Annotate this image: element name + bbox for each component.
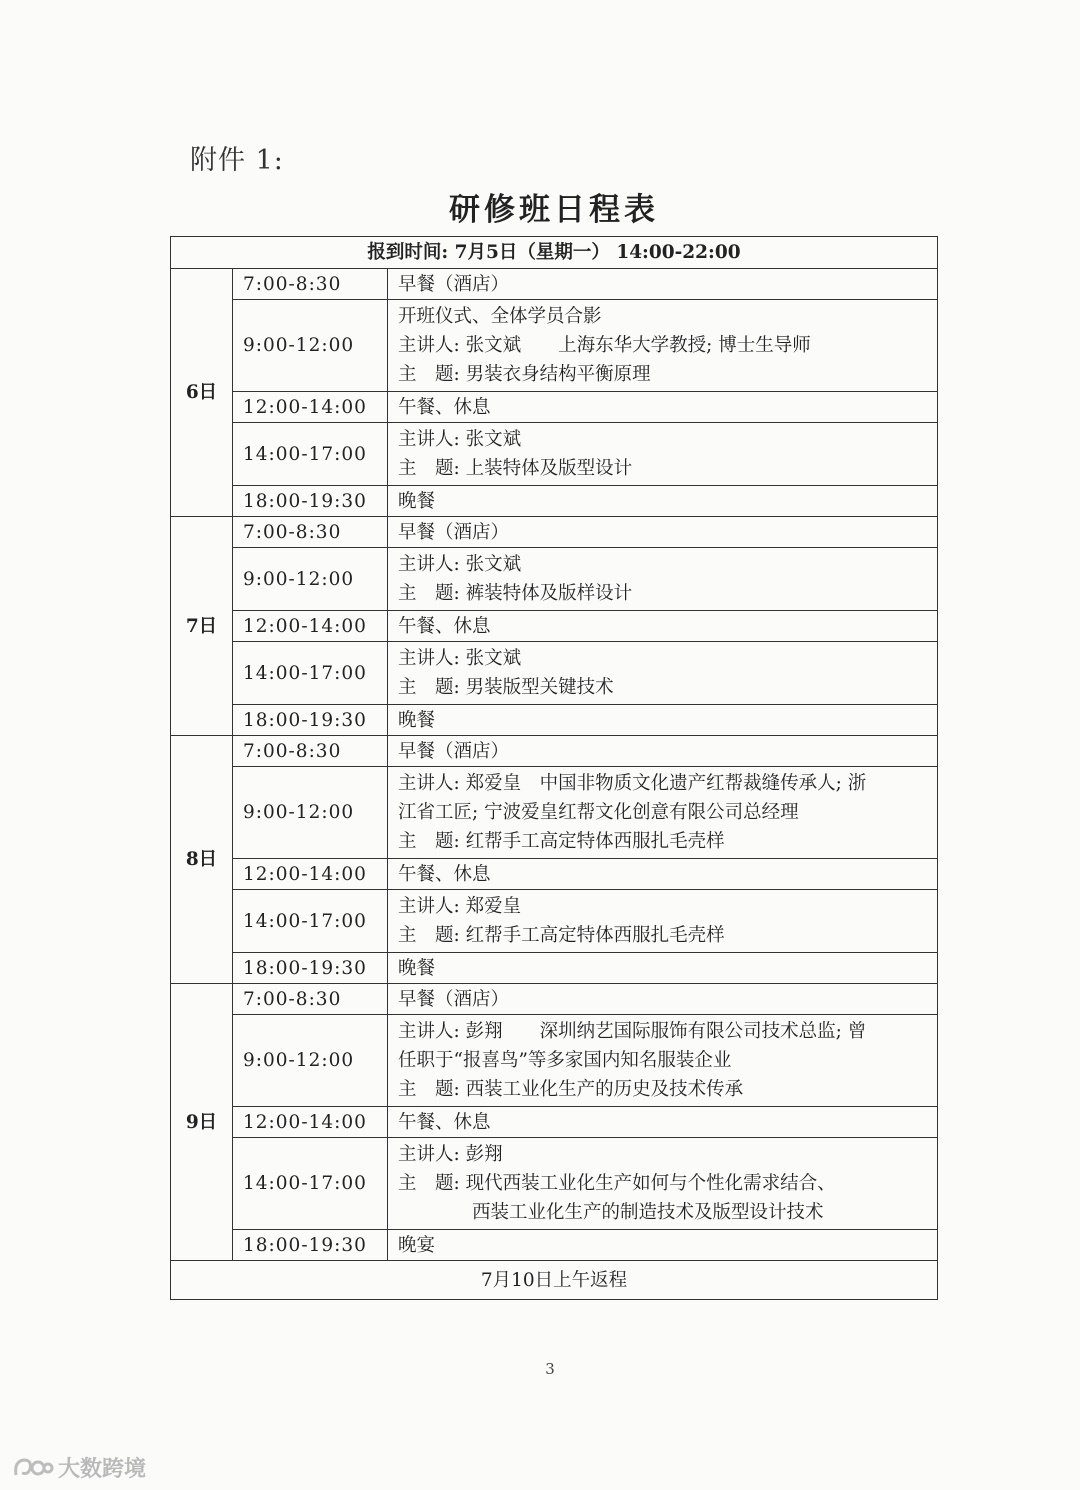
activity-line: 主 题: 上装特体及版型设计	[398, 458, 633, 479]
activity-line: 任职于“报喜鸟”等多家国内知名服装企业	[398, 1050, 732, 1071]
activity-line: 主讲人: 彭翔	[398, 1144, 503, 1165]
activity-line: 晚餐	[398, 709, 436, 731]
schedule-row	[171, 1015, 938, 1107]
activity-cell	[388, 1138, 938, 1230]
activity-line: 主讲人: 郑爱皇 中国非物质文化遗产红帮裁缝传承人; 浙	[398, 773, 867, 794]
time-cell: 9:00-12:00	[233, 767, 388, 859]
time-cell: 9:00-12:00	[233, 548, 388, 611]
day-cell: 9日	[171, 984, 233, 1261]
activity-cell	[388, 984, 938, 1015]
time-cell: 14:00-17:00	[233, 642, 388, 705]
schedule-row	[171, 767, 938, 859]
schedule-row	[171, 486, 938, 517]
return-row	[171, 1261, 938, 1300]
activity-cell	[388, 392, 938, 423]
day-cell: 7日	[171, 517, 233, 736]
activity-line: 晚宴	[398, 1234, 436, 1256]
activity-line: 晚餐	[398, 957, 436, 979]
time-cell: 14:00-17:00	[233, 423, 388, 486]
activity-cell	[388, 736, 938, 767]
schedule-row	[171, 859, 938, 890]
time-cell: 18:00-19:30	[233, 486, 388, 517]
schedule-row	[171, 953, 938, 984]
watermark	[12, 1452, 146, 1483]
time-cell: 18:00-19:30	[233, 1230, 388, 1261]
activity-line: 早餐（酒店）	[398, 740, 510, 762]
activity-line: 主 题: 红帮手工高定特体西服扎毛壳样	[398, 925, 725, 946]
activity-line: 主讲人: 彭翔 深圳纳艺国际服饰有限公司技术总监; 曾	[398, 1021, 867, 1042]
activity-cell	[388, 890, 938, 953]
schedule-row	[171, 392, 938, 423]
activity-cell	[388, 953, 938, 984]
schedule-table	[170, 236, 938, 1300]
page-number: 3	[545, 1360, 555, 1378]
activity-line: 午餐、休息	[398, 615, 491, 637]
watermark-text: 大数跨境	[58, 1457, 147, 1482]
return-note: 7月10日上午返程	[171, 1261, 938, 1300]
activity-cell	[388, 705, 938, 736]
attachment-label: 附件 1:	[190, 145, 284, 176]
activity-cell	[388, 1015, 938, 1107]
time-cell: 12:00-14:00	[233, 611, 388, 642]
watermark-logo-icon	[12, 1455, 54, 1481]
activity-line: 早餐（酒店）	[398, 521, 510, 543]
activity-line: 主讲人: 张文斌	[398, 429, 522, 450]
schedule-row	[171, 736, 938, 767]
activity-line: 主 题: 男装版型关键技术	[398, 677, 614, 698]
schedule-row	[171, 890, 938, 953]
schedule-row	[171, 548, 938, 611]
page-title: 研修班日程表	[449, 192, 659, 228]
activity-cell	[388, 517, 938, 548]
activity-cell	[388, 423, 938, 486]
activity-cell	[388, 1107, 938, 1138]
time-cell: 7:00-8:30	[233, 736, 388, 767]
activity-cell	[388, 486, 938, 517]
activity-line: 主 题: 裤装特体及版样设计	[398, 583, 633, 604]
time-cell: 7:00-8:30	[233, 984, 388, 1015]
schedule-row	[171, 1230, 938, 1261]
activity-cell	[388, 859, 938, 890]
time-cell: 14:00-17:00	[233, 890, 388, 953]
schedule-row	[171, 611, 938, 642]
activity-cell	[388, 548, 938, 611]
activity-line: 主 题: 西装工业化生产的历史及技术传承	[398, 1079, 744, 1100]
activity-line: 早餐（酒店）	[398, 988, 510, 1010]
activity-line: 主 题: 男装衣身结构平衡原理	[398, 364, 651, 385]
activity-line: 主讲人: 张文斌 上海东华大学教授; 博士生导师	[398, 335, 811, 356]
time-cell: 9:00-12:00	[233, 1015, 388, 1107]
activity-line: 主讲人: 张文斌	[398, 554, 522, 575]
time-cell: 12:00-14:00	[233, 859, 388, 890]
schedule-row	[171, 517, 938, 548]
activity-line: 江省工匠; 宁波爱皇红帮文化创意有限公司总经理	[398, 802, 799, 823]
schedule-row	[171, 705, 938, 736]
registration-row	[171, 237, 938, 269]
time-cell: 7:00-8:30	[233, 269, 388, 300]
activity-cell	[388, 611, 938, 642]
activity-cell	[388, 642, 938, 705]
activity-cell	[388, 767, 938, 859]
activity-cell	[388, 269, 938, 300]
registration-cell: 报到时间: 7月5日（星期一） 14:00-22:00	[171, 237, 938, 269]
schedule-row	[171, 642, 938, 705]
activity-line: 主讲人: 张文斌	[398, 648, 522, 669]
schedule-row	[171, 423, 938, 486]
time-cell: 12:00-14:00	[233, 1107, 388, 1138]
activity-line: 午餐、休息	[398, 863, 491, 885]
time-cell: 14:00-17:00	[233, 1138, 388, 1230]
activity-line: 午餐、休息	[398, 1111, 491, 1133]
schedule-row	[171, 1138, 938, 1230]
activity-line: 晚餐	[398, 490, 436, 512]
activity-line: 西装工业化生产的制造技术及版型设计技术	[398, 1202, 824, 1223]
activity-line: 午餐、休息	[398, 396, 491, 418]
time-cell: 9:00-12:00	[233, 300, 388, 392]
schedule-row	[171, 1107, 938, 1138]
activity-line: 主 题: 现代西装工业化生产如何与个性化需求结合、	[398, 1173, 836, 1194]
day-cell: 8日	[171, 736, 233, 984]
activity-line: 开班仪式、全体学员合影	[398, 306, 602, 327]
activity-cell	[388, 300, 938, 392]
schedule-row	[171, 269, 938, 300]
time-cell: 18:00-19:30	[233, 705, 388, 736]
day-cell: 6日	[171, 269, 233, 517]
schedule-row	[171, 300, 938, 392]
time-cell: 12:00-14:00	[233, 392, 388, 423]
time-cell: 18:00-19:30	[233, 953, 388, 984]
activity-line: 主 题: 红帮手工高定特体西服扎毛壳样	[398, 831, 725, 852]
activity-cell	[388, 1230, 938, 1261]
schedule-row	[171, 984, 938, 1015]
activity-line: 主讲人: 郑爱皇	[398, 896, 522, 917]
time-cell: 7:00-8:30	[233, 517, 388, 548]
activity-line: 早餐（酒店）	[398, 273, 510, 295]
